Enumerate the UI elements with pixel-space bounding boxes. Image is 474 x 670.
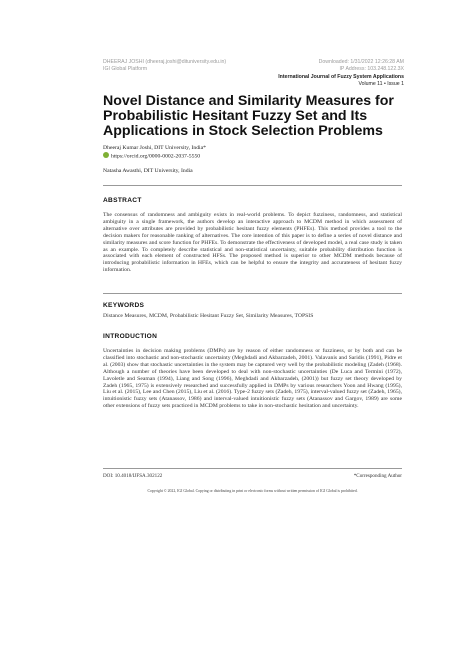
copyright: Copyright © 2022, IGI Global. Copying or distributing in print or electronic forms without written permission of IGI Global is prohibited.	[147, 489, 358, 493]
author-1-orcid[interactable]	[103, 153, 200, 160]
abstract-text: The consensus of randomness and ambiguity exists in real-world problems. To depict fuzziness, randomness, and statistical ambiguity in a single framework, the authors develop an interactive approach to MCDM method in which assessment of alternative over attributes are provided by probabilistic hesitant fuzzy elements (PHFEs). This method provides a tool to the decision makers for reasonable ranking of alternatives. The core intention of this paper is to define a series of novel distance and similarity measures and score function for PHFEs. To demonstrate the effectiveness of developed model, a real case study is taken as an example. To completely describe statistical and non-statistical uncertainty, suitable probability distribution function is associated with each element of constructed HFSs. The proposed method is superior to other MCDM methods because of introducing probabilistic information in HFEs, which can be helpful to ensure the integrity and accurateness of hesitant fuzzy information.	[103, 212, 402, 274]
paper-title: Novel Distance and Similarity Measures for Probabilistic Hesitant Fuzzy Set and Its Applications in Stock Selection Problems	[103, 93, 394, 140]
watermark-right	[319, 59, 404, 72]
orcid-icon	[103, 152, 109, 158]
divider	[103, 468, 402, 469]
divider	[103, 293, 402, 294]
watermark-user: DHEERAJ JOSHI (dheeraj.joshi@dituniversity.edu.in)	[103, 59, 227, 65]
author-1: Dheeraj Kumar Joshi, DIT University, India*	[103, 145, 206, 151]
introduction-text: Uncertainties in decision making problems (DMPs) are by reason of either randomness or fuzziness, or by both and can be classified into stochastic and non-stochastic uncertainty (Meghdadi and Akbarzadeh, 2001). Valavanis and Saridis (1991), Pidre et al. (2003) show that stochastic uncertainties in the system may be captured very well by the probabilistic modeling (Zadeh (1968). Although a number of theories have been developed to deal with non-stochastic uncertainties (De Luca and Termini (1972), Lavoletle and Seaman (1994), Liang and Song (1996), Meghdadi and Akbarzadeh, (2001)) but fuzzy set theory developed by Zadeh (1965, 1975) is extensively researched and successfully applied in DMPs by various researchers Yoon and Hwang (1995), Liu et al. (2015), Lee and Chen (2015), Liu et al. (2016). Type-2 fuzzy sets (Zadeh, 1975), interval-valued fuzzy set (Zadeh, 1965), intuitionistic fuzzy sets (Atanassov, 1986) and interval-valued intuitionistic fuzzy sets (Atanassov and Gargov, 1989) are some other extensions of fuzzy sets practiced in MCDM problems to take in non-stochastic hesitation and uncertainty.	[103, 348, 402, 410]
keywords-text: Distance Measures, MCDM, Probabilistic Hesitant Fuzzy Set, Similarity Measures, TOPSIS	[103, 313, 314, 319]
keywords-heading: KEYWORDS	[103, 302, 145, 309]
journal-header	[278, 74, 404, 88]
corresponding-author-note: *Corresponding Author	[353, 473, 402, 479]
doi[interactable]: DOI: 10.4018/IJFSA.302122	[103, 473, 163, 479]
watermark-left	[103, 59, 226, 72]
watermark-ip: IP Address: 103.248.122.3X	[339, 65, 404, 72]
author-2: Natasha Awasthi, DIT University, India	[103, 168, 193, 174]
orcid-link[interactable]: https://orcid.org/0000-0002-2037-5550	[111, 153, 201, 160]
watermark-downloaded: Downloaded: 1/31/2022 12:26:28 AM	[318, 59, 404, 65]
watermark-platform: IGI Global Platform	[103, 65, 148, 72]
journal-name: International Journal of Fuzzy System Applications	[278, 74, 404, 80]
journal-issue: Volume 11 • Issue 1	[358, 81, 404, 87]
introduction-heading: INTRODUCTION	[103, 333, 158, 340]
divider	[103, 185, 402, 186]
abstract-heading: ABSTRACT	[103, 197, 142, 204]
